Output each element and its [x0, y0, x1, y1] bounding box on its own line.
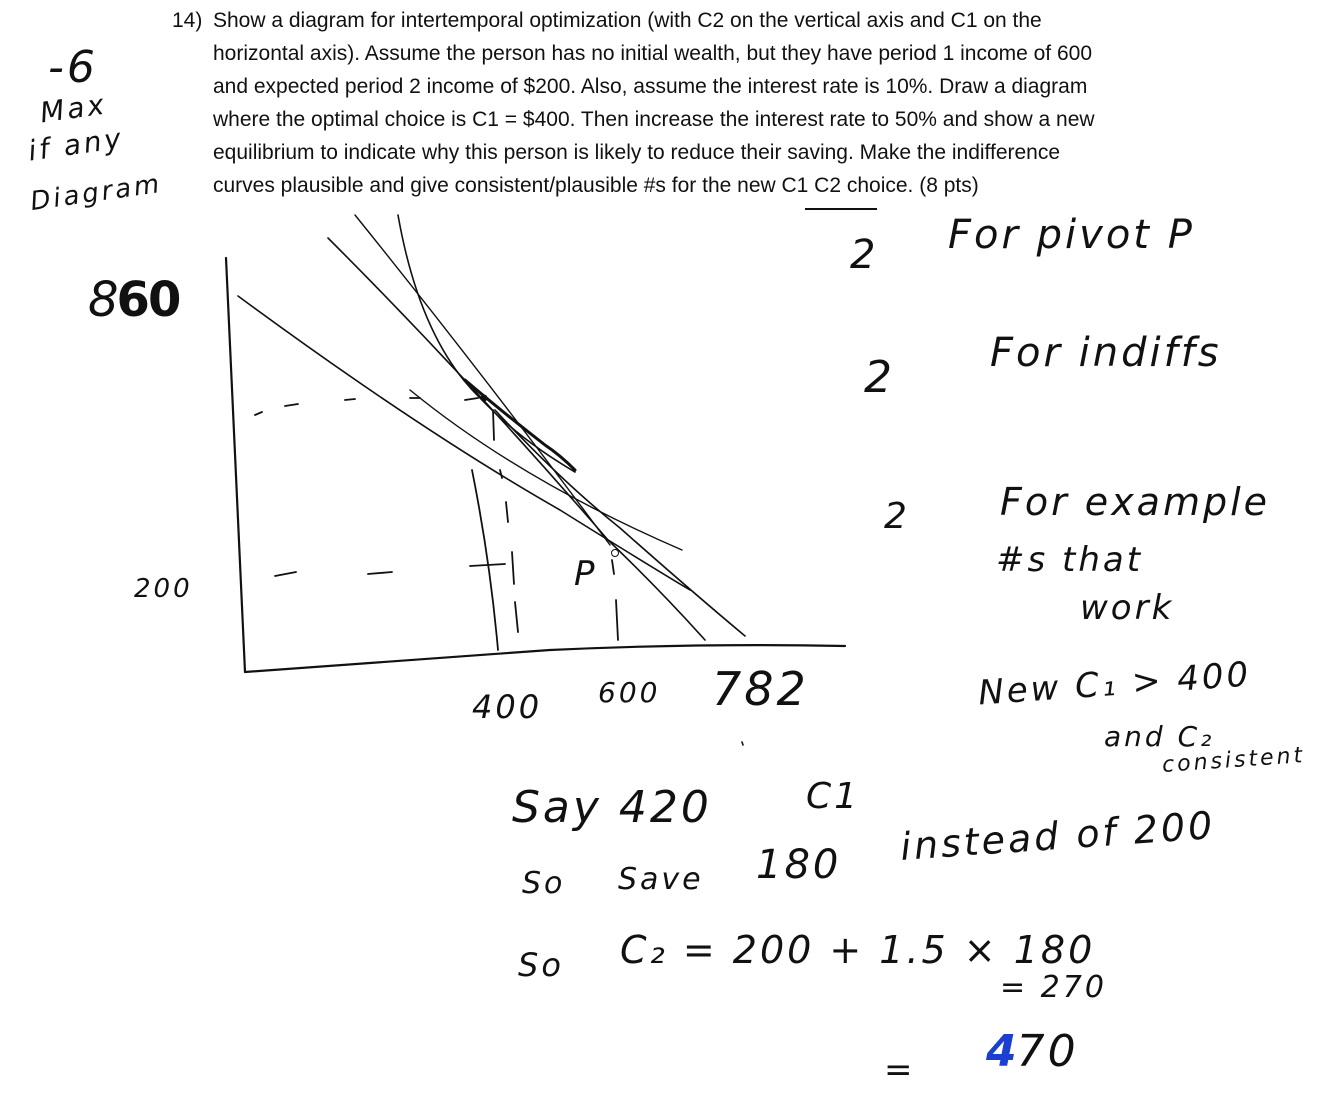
question-line-1: 14) Show a diagram for intertemporal optimization (with C2 on the vertical axis and C1 on the: [172, 4, 1182, 37]
answer-save: Save: [618, 862, 704, 897]
rubric-criteria-pivot: For pivot P: [948, 212, 1195, 258]
question-line-3: and expected period 2 income of $200. Also, assume the interest rate is 10%. Draw a diagram: [213, 75, 1088, 98]
tangency-point: [481, 395, 487, 401]
budget-line-steep-2: [355, 215, 610, 545]
blue-corrected-digit: 4: [986, 1026, 1017, 1077]
dashed-guide-200: [275, 564, 505, 576]
indifference-curve-tangent: [465, 380, 575, 470]
budget-line-steep: [328, 238, 705, 640]
answer-equals-sign: =: [884, 1050, 916, 1090]
x-axis-label-782: 782: [712, 662, 809, 716]
answer-and-c2: and C₂: [1104, 720, 1215, 753]
y-axis-label-860: 860: [88, 272, 180, 328]
vertical-axis: [226, 258, 245, 672]
answer-so-1: So: [522, 866, 566, 901]
budget-line-original: [238, 296, 690, 590]
answer-new-c1: New C₁ > 400: [976, 654, 1253, 714]
grader-note-if-any: if any: [26, 121, 126, 168]
rubric-points-1: 2: [850, 232, 879, 278]
question-line-5: equilibrium to indicate why this person is likely to reduce their saving. Make the indifference: [213, 141, 1061, 164]
question-number: 14): [172, 9, 203, 32]
tick-mark: [742, 742, 743, 745]
rubric-criteria-example: For example: [1000, 480, 1271, 524]
rubric-criteria-indiffs: For indiffs: [990, 330, 1222, 376]
dashed-vertical-400: [493, 410, 518, 632]
rubric-points-2: 2: [864, 352, 895, 403]
point-label-p: P: [574, 554, 598, 594]
answer-instead-of-200: instead of 200: [898, 803, 1217, 869]
dashed-guide-top: [255, 398, 478, 415]
answer-say-420: Say 420: [512, 782, 712, 833]
answer-equals-270: = 270: [1000, 970, 1107, 1005]
question-line-6: curves plausible and give consistent/plausible #s for the new C1 C2 choice. (8 pts): [213, 174, 979, 197]
score-mark: -6: [48, 42, 98, 93]
rubric-criteria-work: work: [1080, 588, 1175, 628]
answer-so-2: So: [518, 946, 564, 984]
endowment-point-p: [612, 550, 619, 557]
dashed-vertical-600: [612, 560, 618, 640]
answer-corrected-470: [986, 1026, 1079, 1077]
grader-note-max: Max: [38, 87, 109, 130]
grader-note-diagram: Diagram: [28, 168, 165, 218]
answer-c2-equation: C₂ = 200 + 1.5 × 180: [620, 928, 1096, 972]
x-axis-label-400: 400: [472, 688, 543, 726]
y-axis-label-200: 200: [134, 574, 193, 604]
answer-consistent: consistent: [1161, 743, 1306, 778]
x-axis-label-600: 600: [598, 676, 661, 709]
question-line-2: horizontal axis). Assume the person has no initial wealth, but they have period 1 income of 600: [213, 42, 1093, 65]
rubric-criteria-numbers: #s that: [996, 540, 1144, 580]
answer-180: 180: [756, 842, 842, 888]
indifference-curve-1: [398, 215, 575, 472]
rubric-points-3: 2: [884, 496, 910, 537]
answer-c1-label: C1: [806, 776, 861, 817]
vertical-line-400: [472, 470, 498, 650]
answer-70: 70: [1016, 1026, 1079, 1077]
question-line-4: where the optimal choice is C1 = $400. Then increase the interest rate to 50% and show a new: [213, 108, 1095, 131]
